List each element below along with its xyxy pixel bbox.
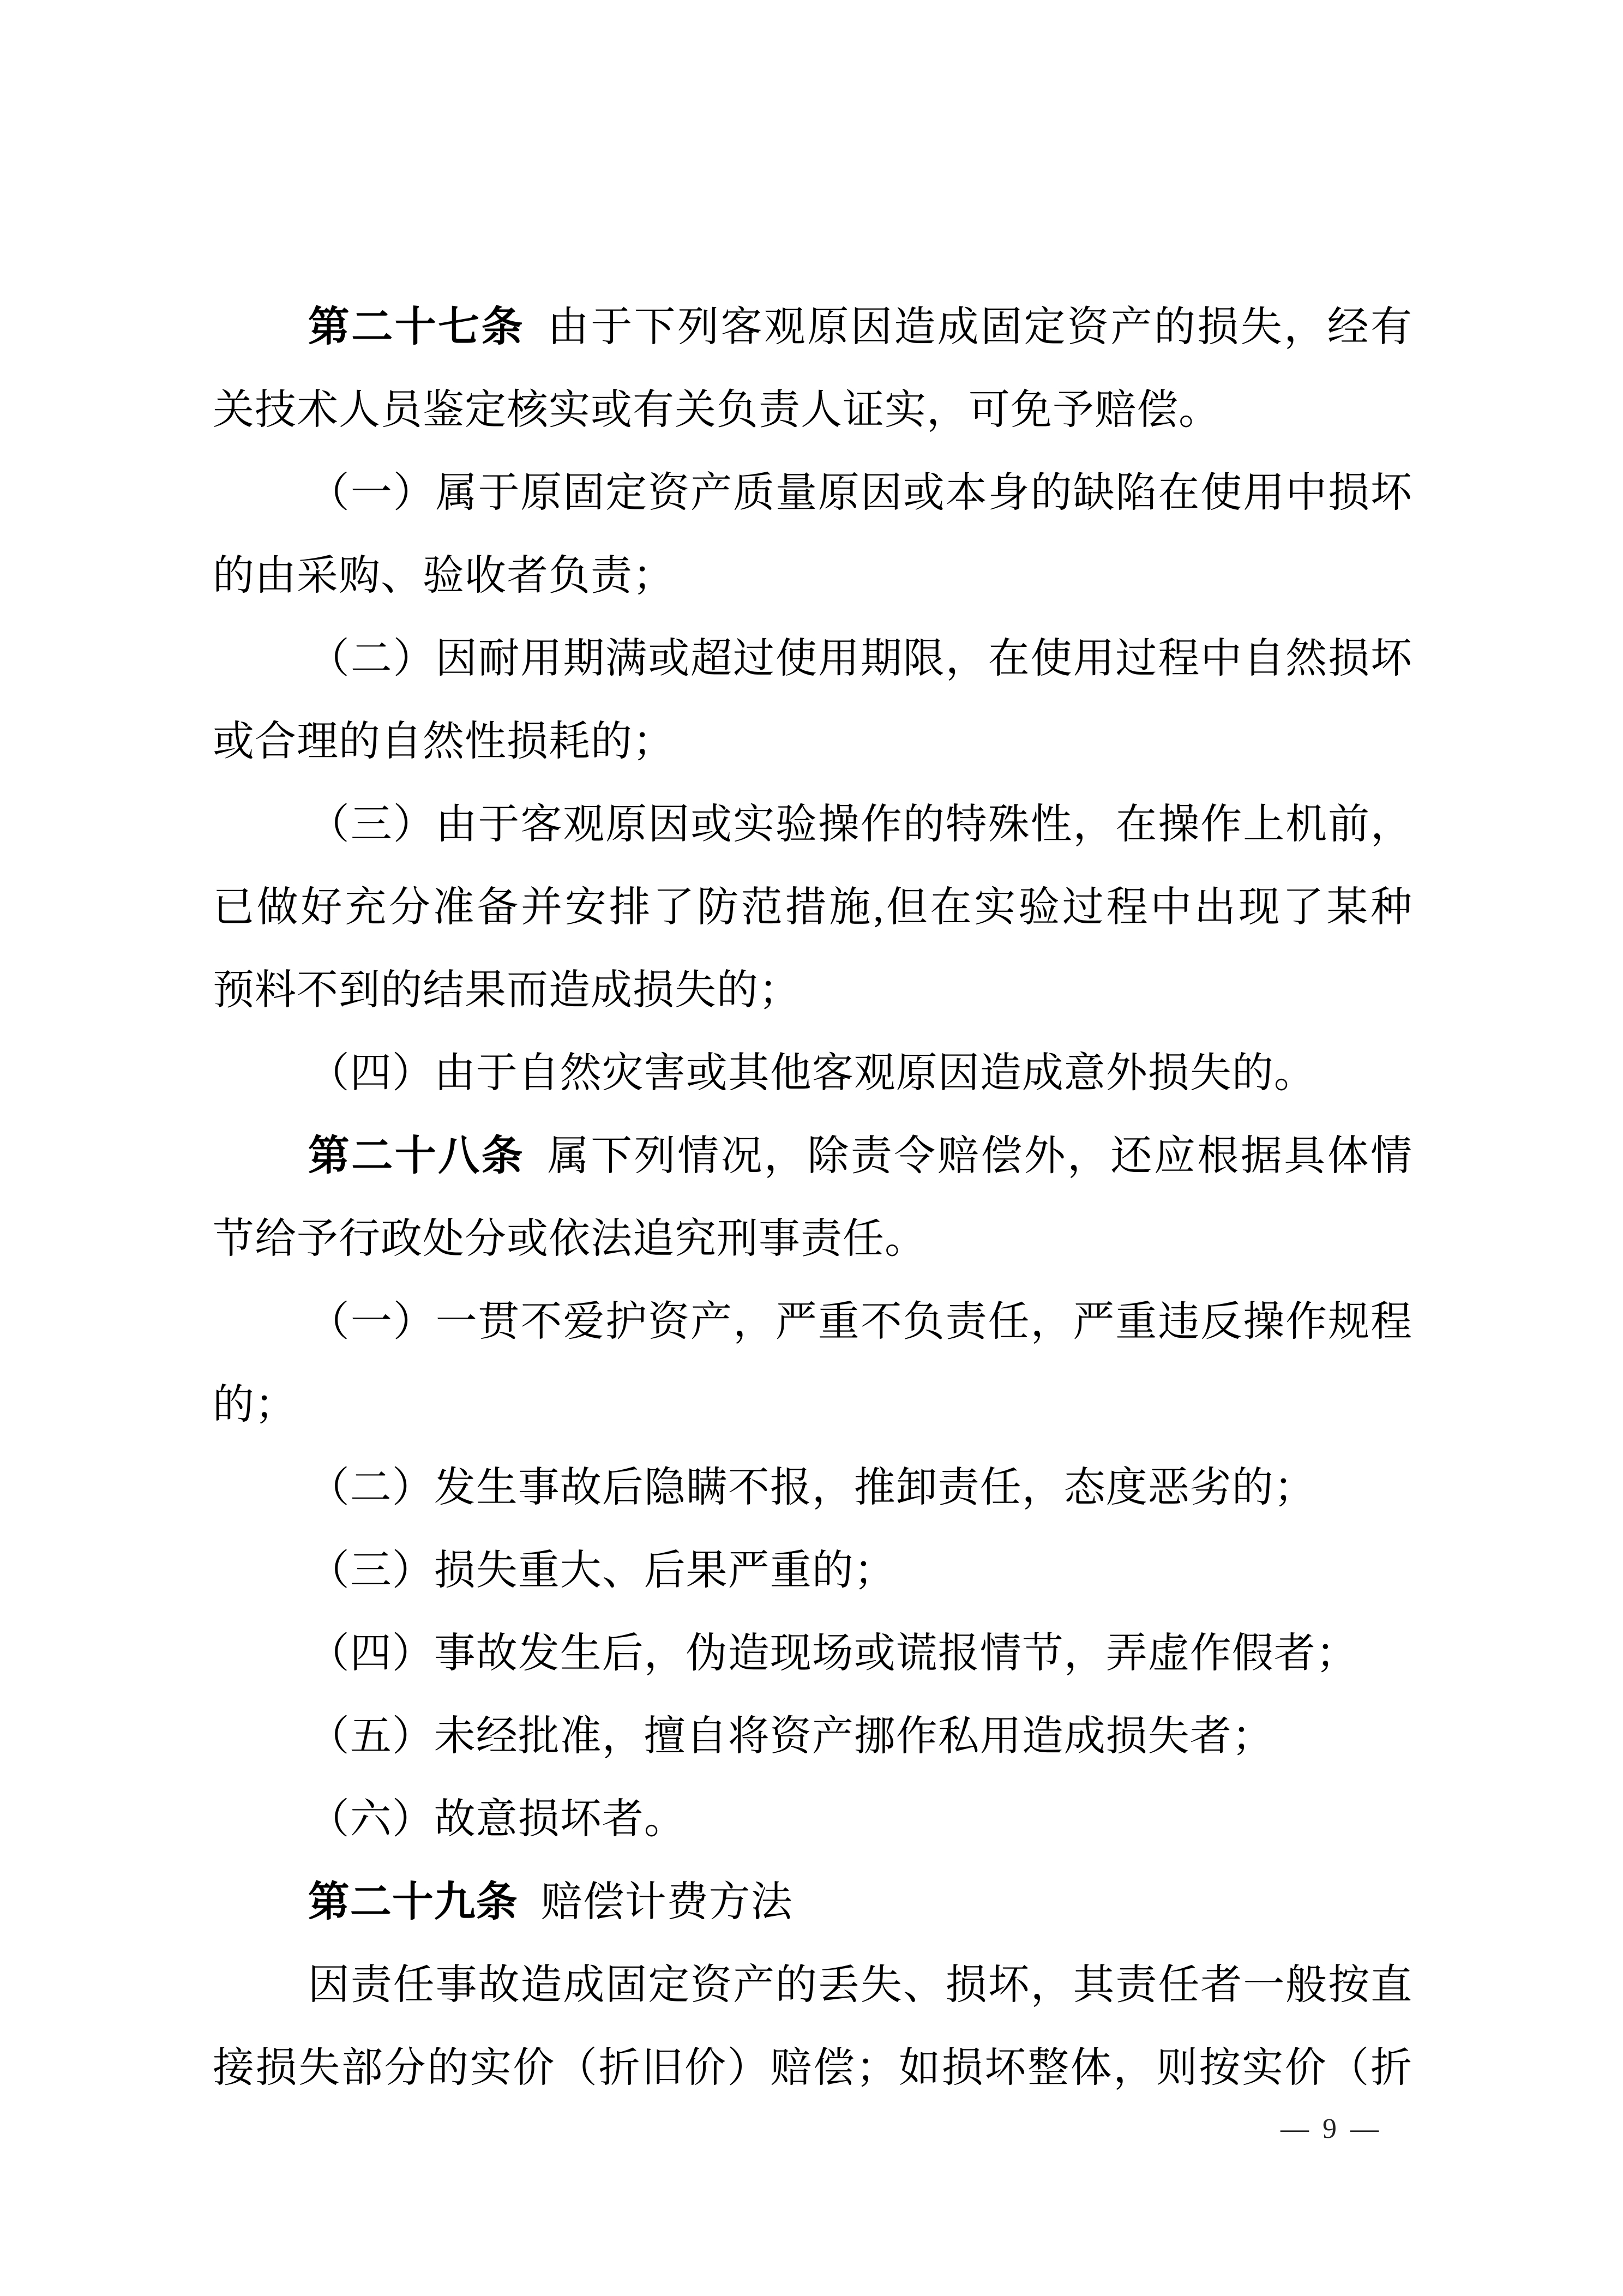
text-line-article-29 [213, 1861, 1412, 1944]
text-line-item-1: （一）属于原固定资产质量原因或本身的缺陷在使用中损坏 [308, 470, 1412, 516]
text-line: 节给予行政处分或依法追究刑事责任。 [213, 1216, 927, 1262]
line-text: 由于下列客观原因造成固定资产的损失，经有 [547, 304, 1413, 350]
text-line-item-4: （四）由于自然灾害或其他客观原因造成意外损失的。 [308, 1050, 1316, 1096]
text-line: 的由采购、验收者负责； [213, 553, 675, 599]
text-line-item-2: （二）因耐用期满或超过使用期限，在使用过程中自然损坏 [308, 636, 1412, 682]
text-line-article-27 [213, 286, 1412, 369]
text-line-item-3: （三）损失重大、后果严重的； [308, 1548, 896, 1594]
text-line: 已做好充分准备并安排了防范措施,但在实验过程中出现了某种 [213, 885, 1412, 930]
text-line: 预料不到的结果而造成损失的； [213, 967, 801, 1013]
line-text: 赔偿计费方法 [540, 1879, 793, 1925]
text-line: 关技术人员鉴定核实或有关负责人证实，可免予赔偿。 [213, 387, 1221, 433]
text-line: 接损失部分的实价（折旧价）赔偿；如损坏整体，则按实价（折 [213, 2045, 1412, 2091]
article-number: 第二十七条 [308, 304, 525, 350]
document-body [213, 286, 1412, 2109]
text-line-item-2: （二）发生事故后隐瞒不报，推卸责任，态度恶劣的； [308, 1465, 1316, 1511]
line-text: 属下列情况，除责令赔偿外，还应根据具体情 [547, 1133, 1413, 1179]
text-line-item-4: （四）事故发生后，伪造现场或谎报情节，弄虚作假者； [308, 1631, 1358, 1676]
article-number: 第二十九条 [308, 1879, 518, 1925]
page-number: — 9 — [1281, 2113, 1382, 2144]
article-number: 第二十八条 [308, 1133, 525, 1179]
text-line-item-3: （三）由于客观原因或实验操作的特殊性，在操作上机前， [308, 802, 1412, 848]
text-line-item-6: （六）故意损坏者。 [308, 1796, 686, 1842]
text-line: 的； [213, 1382, 297, 1428]
text-line-item-5: （五）未经批准，擅自将资产挪作私用造成损失者； [308, 1714, 1274, 1759]
text-line: 或合理的自然性损耗的； [213, 719, 675, 765]
text-line-item-1: （一）一贯不爱护资产，严重不负责任，严重违反操作规程 [308, 1299, 1412, 1345]
text-line: 因责任事故造成固定资产的丢失、损坏，其责任者一般按直 [308, 1962, 1412, 2008]
text-line-article-28 [213, 1115, 1412, 1198]
